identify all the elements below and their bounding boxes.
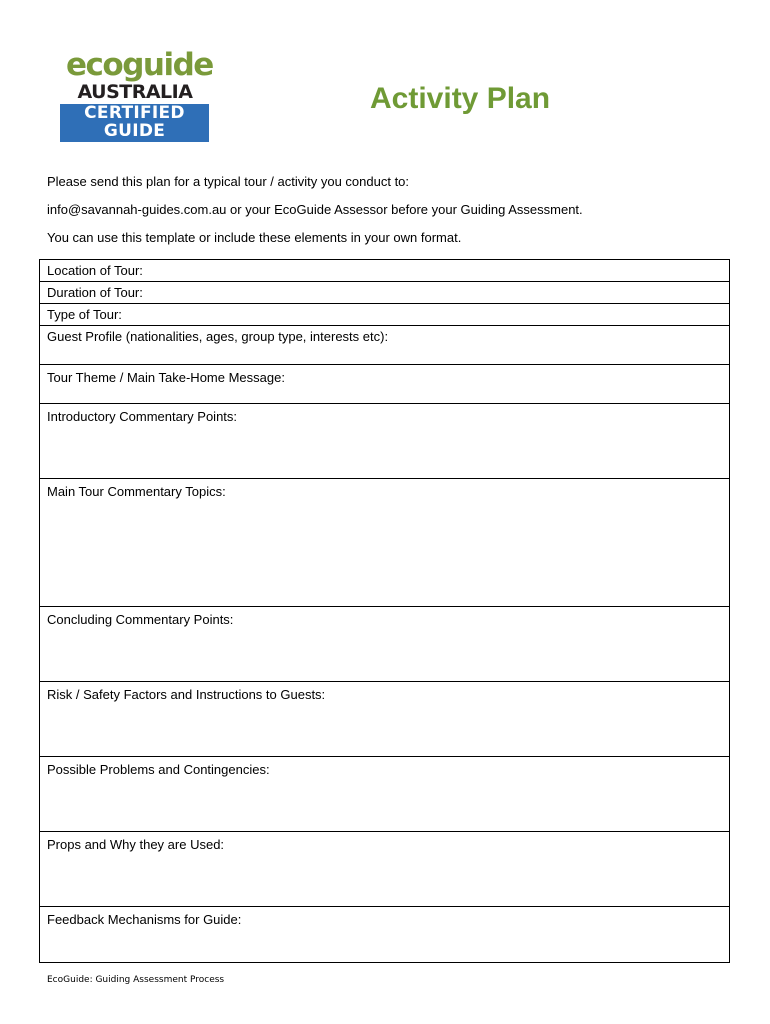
feedback-field[interactable]: [40, 907, 730, 963]
theme-field[interactable]: [40, 365, 730, 404]
logo-ecoguide-wordmark: ecoguide: [66, 47, 213, 83]
problems-label: Possible Problems and Contingencies:: [47, 762, 270, 777]
theme-label: Tour Theme / Main Take-Home Message:: [47, 370, 285, 385]
form-row-introductory: [40, 404, 730, 479]
location-label: Location of Tour:: [47, 263, 143, 278]
tour-type-field[interactable]: [40, 304, 730, 326]
props-field[interactable]: [40, 832, 730, 907]
intro-line-send-plan: Please send this plan for a typical tour / activity you conduct to:: [47, 174, 410, 189]
form-row-concluding: [40, 607, 730, 682]
form-row-duration: [40, 282, 730, 304]
location-field[interactable]: [40, 260, 730, 282]
duration-field[interactable]: [40, 282, 730, 304]
props-label: Props and Why they are Used:: [47, 837, 225, 852]
guest-profile-field[interactable]: [40, 326, 730, 365]
form-row-main-topics: [40, 479, 730, 607]
form-row-type: [40, 304, 730, 326]
logo-certified-text: CERTIFIED: [84, 103, 185, 123]
form-row-feedback: [40, 907, 730, 963]
intro-line-template: You can use this template or include these elements in your own format.: [47, 230, 462, 245]
page-footer: EcoGuide: Guiding Assessment Process: [47, 975, 225, 985]
form-row-location: [40, 260, 730, 282]
tour-type-label: Type of Tour:: [47, 307, 122, 322]
concluding-points-label: Concluding Commentary Points:: [47, 612, 234, 627]
form-row-props: [40, 832, 730, 907]
form-row-guest-profile: [40, 326, 730, 365]
form-row-risk: [40, 682, 730, 757]
duration-label: Duration of Tour:: [47, 285, 143, 300]
guest-profile-label: Guest Profile (nationalities, ages, group type, interests etc):: [47, 329, 389, 344]
risk-safety-field[interactable]: [40, 682, 730, 757]
page-title: Activity Plan: [370, 82, 551, 115]
problems-field[interactable]: [40, 757, 730, 832]
introductory-points-field[interactable]: [40, 404, 730, 479]
activity-plan-form: [39, 259, 730, 963]
logo-guide-text: GUIDE: [103, 121, 166, 141]
logo-certified-guide-badge: [60, 104, 209, 142]
intro-line-email: info@savannah-guides.com.au or your EcoGuide Assessor before your Guiding Assessment.: [47, 202, 583, 217]
risk-safety-label: Risk / Safety Factors and Instructions to Guests:: [47, 687, 326, 702]
logo-australia-text: AUSTRALIA: [77, 81, 193, 103]
ecoguide-logo: [60, 47, 213, 142]
main-topics-field[interactable]: [40, 479, 730, 607]
introductory-points-label: Introductory Commentary Points:: [47, 409, 238, 424]
form-row-problems: [40, 757, 730, 832]
concluding-points-field[interactable]: [40, 607, 730, 682]
intro-instructions: [47, 172, 737, 256]
form-row-theme: [40, 365, 730, 404]
main-topics-label: Main Tour Commentary Topics:: [47, 484, 226, 499]
feedback-label: Feedback Mechanisms for Guide:: [47, 912, 242, 927]
